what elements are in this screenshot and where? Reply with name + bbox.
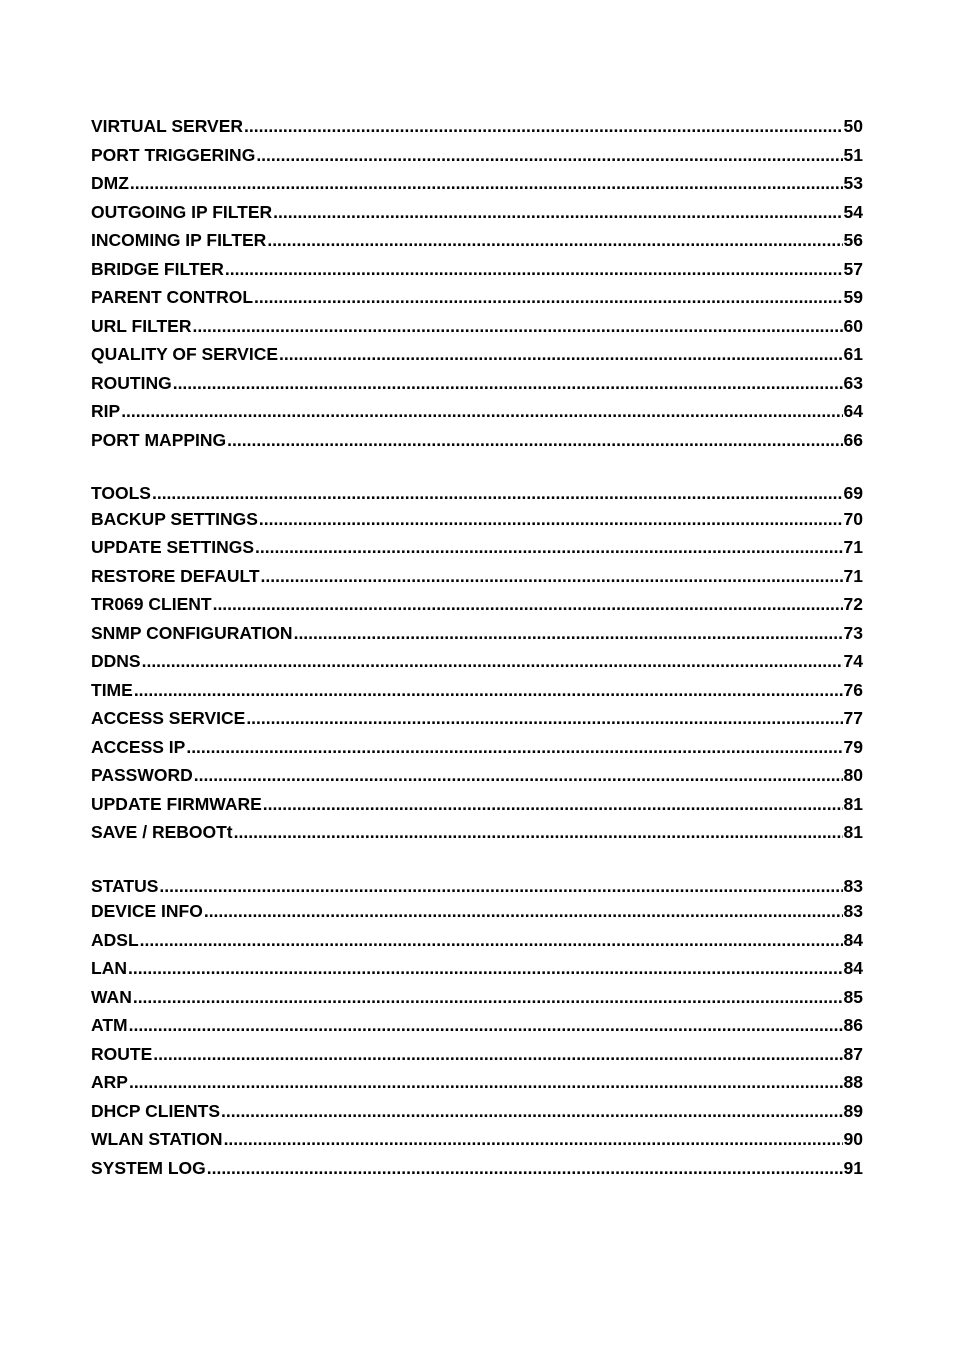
toc-entry-title: ACCESS SERVICE [91,708,246,728]
toc-entry-title: VIRTUAL SERVER [91,116,244,136]
toc-entry-title: SNMP CONFIGURATION [91,622,293,643]
toc-entry[interactable] [91,926,863,955]
toc-entry[interactable] [91,340,863,369]
toc-entry[interactable] [91,141,863,170]
dot-leader [159,872,842,901]
toc-entry[interactable] [91,704,863,733]
toc-entry-page-number: 71 [843,565,863,586]
dot-leader [173,369,843,398]
dot-leader [186,733,842,762]
toc-entry-title: BRIDGE FILTER [91,258,224,279]
dot-leader [213,590,843,619]
toc-entry-title: ATM [91,1015,128,1035]
toc-entry-page-number: 53 [843,173,863,193]
dot-leader [153,1040,842,1069]
toc-entry-title: ADSL [91,929,139,950]
toc-entry-page-number: 83 [843,875,863,896]
dot-leader [128,954,843,983]
toc-entry-title: INCOMING IP FILTER [91,230,267,250]
dot-leader [121,397,842,426]
toc-entry-page-number: 56 [843,230,863,250]
toc-entry-page-number: 69 [843,483,863,503]
toc-entry[interactable] [91,790,863,819]
toc-entry-title: RIP [91,401,121,421]
toc-entry-title: STATUS [91,875,159,896]
toc-entry-title: SAVE / REBOOTt [91,822,233,842]
toc-entry-page-number: 84 [843,929,863,950]
toc-entry-page-number: 83 [843,901,863,921]
toc-entry[interactable] [91,397,863,426]
toc-entry[interactable] [91,255,863,284]
dot-leader [255,533,843,562]
toc-entry[interactable] [91,619,863,648]
toc-entry-page-number: 64 [843,401,863,421]
toc-entry-title: TOOLS [91,483,151,503]
dot-leader [192,312,842,341]
toc-entry-page-number: 73 [843,622,863,643]
toc-entry[interactable] [91,479,863,505]
toc-entry-page-number: 59 [843,287,863,307]
toc-entry-title: TR069 CLIENT [91,594,212,614]
toc-entry[interactable] [91,533,863,562]
toc-entry[interactable] [91,505,863,534]
dot-leader [227,426,842,455]
toc-entry-page-number: 91 [843,1157,863,1178]
toc-entry-page-number: 89 [843,1100,863,1121]
dot-leader [261,562,843,591]
toc-entry-page-number: 60 [843,315,863,336]
dot-leader [234,818,843,847]
dot-leader [244,112,843,141]
toc-entry-page-number: 74 [843,651,863,671]
toc-entry[interactable] [91,169,863,198]
toc-entry[interactable] [91,1097,863,1126]
toc-entry-page-number: 81 [843,822,863,842]
dot-leader [246,704,842,733]
toc-entry[interactable] [91,954,863,983]
toc-entry[interactable] [91,1068,863,1097]
dot-leader [152,479,843,508]
toc-entry-page-number: 71 [843,537,863,557]
dot-leader [254,283,843,312]
toc-entry-page-number: 79 [843,736,863,757]
toc-entry-title: ARP [91,1072,128,1092]
toc-entry-title: DEVICE INFO [91,901,203,921]
toc-entry-title: WLAN STATION [91,1129,223,1149]
toc-entry[interactable] [91,733,863,762]
dot-leader [140,926,843,955]
toc-entry[interactable] [91,897,863,926]
toc-entry-page-number: 76 [843,679,863,700]
toc-entry[interactable] [91,983,863,1012]
toc-entry[interactable] [91,1011,863,1040]
toc-entry-title: SYSTEM LOG [91,1157,206,1178]
toc-entry-title: LAN [91,958,127,978]
toc-entry-page-number: 80 [843,765,863,785]
toc-entry[interactable] [91,761,863,790]
dot-leader [273,198,842,227]
toc-entry-page-number: 61 [843,344,863,364]
toc-entry[interactable] [91,198,863,227]
toc-entry-page-number: 84 [843,958,863,978]
toc-entry-title: WAN [91,986,132,1007]
toc-entry[interactable] [91,426,863,455]
dot-leader [129,1068,843,1097]
toc-entry-title: PASSWORD [91,765,193,785]
toc-entry-page-number: 87 [843,1043,863,1064]
table-of-contents [91,112,863,1182]
toc-entry-title: PORT TRIGGERING [91,144,256,165]
toc-entry-title: BACKUP SETTINGS [91,508,258,529]
toc-entry-title: PORT MAPPING [91,429,227,450]
toc-entry-title: ROUTE [91,1043,153,1064]
toc-entry[interactable] [91,1125,863,1154]
toc-entry-title: UPDATE SETTINGS [91,537,255,557]
toc-entry[interactable] [91,312,863,341]
toc-entry-page-number: 90 [843,1129,863,1149]
dot-leader [224,1125,843,1154]
toc-entry-title: QUALITY OF SERVICE [91,344,279,364]
toc-entry[interactable] [91,283,863,312]
toc-entry-page-number: 66 [843,429,863,450]
dot-leader [129,1011,843,1040]
toc-entry-title: OUTGOING IP FILTER [91,201,273,222]
dot-leader [134,676,843,705]
dot-leader [263,790,843,819]
toc-entry-page-number: 63 [843,372,863,393]
dot-leader [133,983,843,1012]
toc-entry-page-number: 50 [843,116,863,136]
toc-entry-title: UPDATE FIRMWARE [91,793,262,814]
dot-leader [279,340,843,369]
toc-entry-page-number: 85 [843,986,863,1007]
toc-entry-title: TIME [91,679,133,700]
toc-entry[interactable] [91,112,863,141]
dot-leader [259,505,843,534]
toc-entry[interactable] [91,1154,863,1183]
dot-leader [221,1097,843,1126]
dot-leader [130,169,843,198]
toc-entry-title: DDNS [91,651,141,671]
toc-entry-page-number: 54 [843,201,863,222]
toc-entry-page-number: 72 [843,594,863,614]
toc-entry-page-number: 51 [843,144,863,165]
toc-entry[interactable] [91,818,863,847]
toc-entry[interactable] [91,226,863,255]
toc-entry[interactable] [91,647,863,676]
toc-entry[interactable] [91,1040,863,1069]
dot-leader [207,1154,843,1183]
toc-entry[interactable] [91,369,863,398]
toc-entry-page-number: 86 [843,1015,863,1035]
toc-section [91,872,863,1183]
toc-entry-title: DHCP CLIENTS [91,1100,220,1121]
toc-entry-page-number: 77 [843,708,863,728]
toc-section [91,479,863,847]
toc-entry-page-number: 57 [843,258,863,279]
toc-entry-title: RESTORE DEFAULT [91,565,260,586]
toc-entry-title: DMZ [91,173,129,193]
toc-entry-page-number: 81 [843,793,863,814]
toc-entry[interactable] [91,562,863,591]
toc-entry-title: PARENT CONTROL [91,287,254,307]
toc-entry[interactable] [91,676,863,705]
toc-entry[interactable] [91,872,863,898]
dot-leader [256,141,842,170]
dot-leader [142,647,843,676]
dot-leader [294,619,843,648]
toc-section [91,112,863,454]
toc-entry-title: ROUTING [91,372,172,393]
dot-leader [204,897,843,926]
toc-entry[interactable] [91,590,863,619]
dot-leader [225,255,843,284]
dot-leader [194,761,843,790]
toc-entry-page-number: 70 [843,508,863,529]
dot-leader [267,226,842,255]
toc-entry-title: ACCESS IP [91,736,186,757]
toc-entry-page-number: 88 [843,1072,863,1092]
toc-entry-title: URL FILTER [91,315,192,336]
